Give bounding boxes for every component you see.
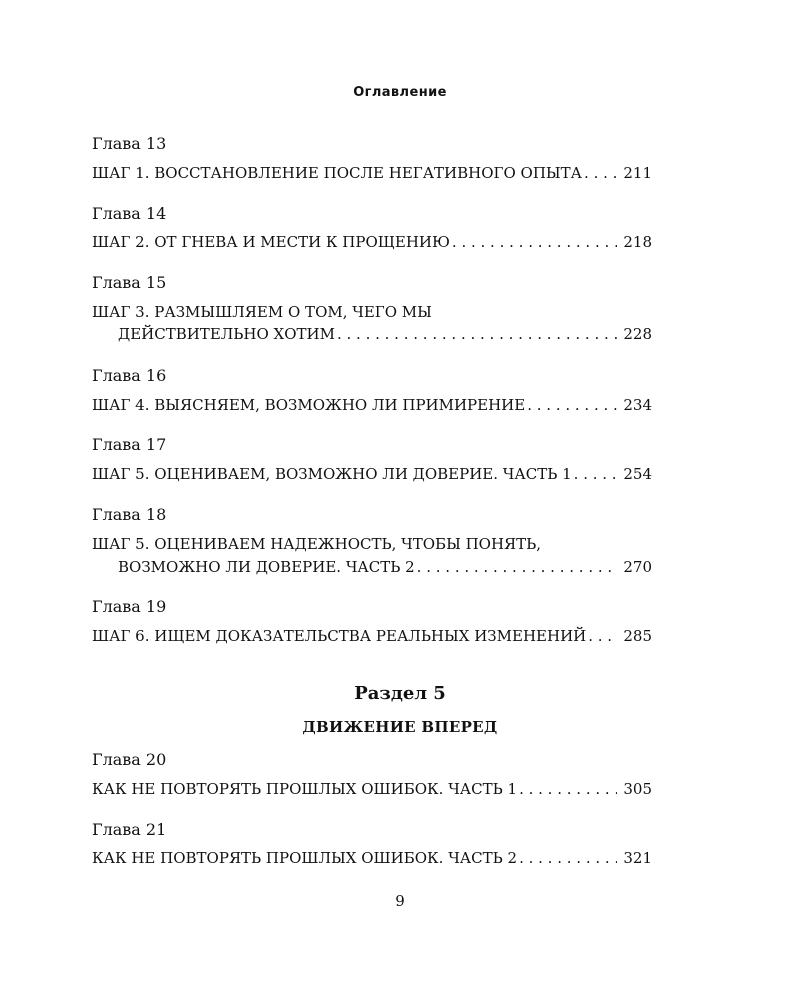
chapter-label: Глава 21	[92, 820, 167, 839]
entry-title: ВОЗМОЖНО ЛИ ДОВЕРИЕ. ЧАСТЬ 2	[118, 558, 415, 576]
chapter-label: Глава 14	[92, 204, 167, 223]
entry-page: 254	[623, 465, 652, 483]
toc-entry	[118, 557, 652, 577]
page-number: 9	[395, 892, 405, 910]
entry-title: ШАГ 5. ОЦЕНИВАЕМ, ВОЗМОЖНО ЛИ ДОВЕРИЕ. ЧАСТЬ 1	[92, 465, 572, 483]
entry-title: ШАГ 4. ВЫЯСНЯЕМ, ВОЗМОЖНО ЛИ ПРИМИРЕНИЕ	[92, 396, 526, 414]
entry-title: КАК НЕ ПОВТОРЯТЬ ПРОШЛЫХ ОШИБОК. ЧАСТЬ 1	[92, 780, 518, 798]
entry-page: 218	[623, 233, 652, 251]
toc-entry	[92, 464, 652, 484]
leader-dots	[415, 557, 618, 577]
entry-page: 305	[623, 780, 652, 798]
entry-page: 321	[623, 849, 652, 867]
toc-entry	[92, 395, 652, 415]
chapter-label: Глава 15	[92, 273, 167, 292]
entry-title: ШАГ 6. ИЩЕМ ДОКАЗАТЕЛЬСТВА РЕАЛЬНЫХ ИЗМЕНЕНИЙ	[92, 627, 587, 645]
leader-dots	[572, 464, 618, 484]
toc-entry	[92, 163, 652, 183]
chapter-label: Глава 20	[92, 750, 167, 769]
entry-page: 228	[623, 325, 652, 343]
toc-entry	[92, 626, 652, 646]
toc-entry	[92, 779, 652, 799]
entry-title: КАК НЕ ПОВТОРЯТЬ ПРОШЛЫХ ОШИБОК. ЧАСТЬ 2	[92, 849, 518, 867]
leader-dots	[517, 848, 617, 868]
chapter-label: Глава 19	[92, 597, 167, 616]
page-header: Оглавление	[353, 85, 447, 100]
chapter-label: Глава 16	[92, 366, 167, 385]
leader-dots	[335, 324, 617, 344]
section-title: Раздел 5	[354, 683, 446, 704]
leader-dots	[517, 779, 617, 799]
leader-dots	[582, 163, 617, 183]
entry-title-line: ШАГ 5. ОЦЕНИВАЕМ НАДЕЖНОСТЬ, ЧТОБЫ ПОНЯТЬ,	[92, 535, 542, 553]
chapter-label: Глава 18	[92, 505, 167, 524]
entry-page: 211	[623, 164, 652, 182]
leader-dots	[525, 395, 617, 415]
leader-dots	[450, 232, 617, 252]
leader-dots	[586, 626, 617, 646]
section-subtitle: ДВИЖЕНИЕ ВПЕРЕД	[302, 718, 498, 736]
toc-entry	[92, 232, 652, 252]
chapter-label: Глава 17	[92, 435, 167, 454]
entry-title: ШАГ 1. ВОССТАНОВЛЕНИЕ ПОСЛЕ НЕГАТИВНОГО ОПЫТА	[92, 164, 583, 182]
entry-page: 234	[623, 396, 652, 414]
entry-title: ШАГ 2. ОТ ГНЕВА И МЕСТИ К ПРОЩЕНИЮ	[92, 233, 450, 251]
entry-page: 285	[623, 627, 652, 645]
chapter-label: Глава 13	[92, 134, 167, 153]
toc-entry	[118, 324, 652, 344]
entry-title: ДЕЙСТВИТЕЛЬНО ХОТИМ	[118, 325, 335, 343]
toc-entry	[92, 848, 652, 868]
entry-page: 270	[623, 558, 652, 576]
entry-title-line: ШАГ 3. РАЗМЫШЛЯЕМ О ТОМ, ЧЕГО МЫ	[92, 303, 432, 321]
